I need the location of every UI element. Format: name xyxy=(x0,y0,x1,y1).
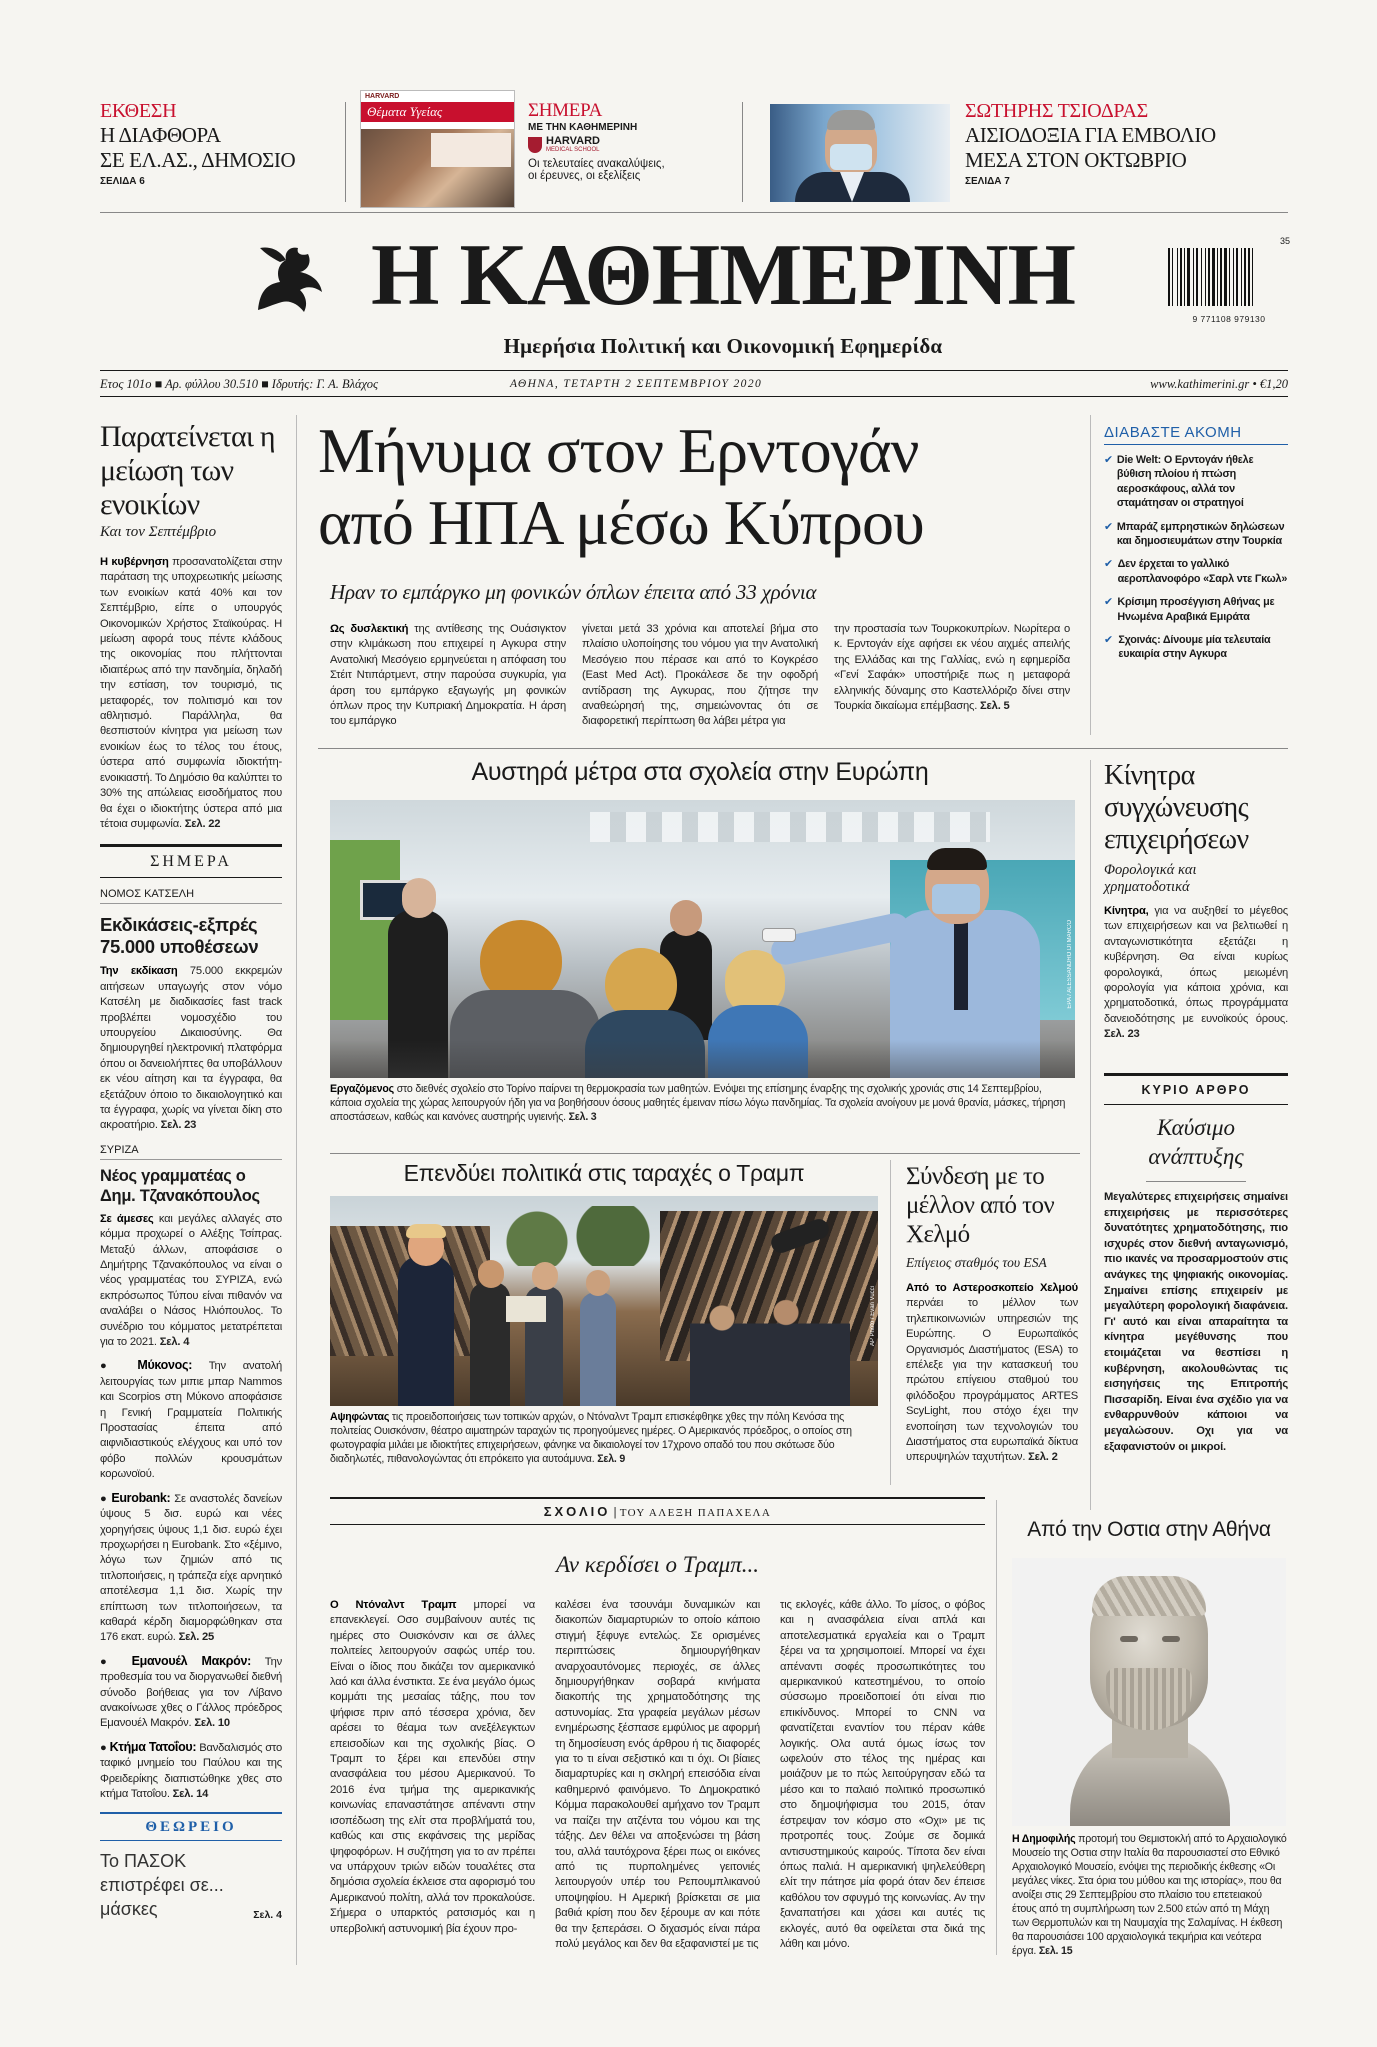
esa-story xyxy=(906,1162,1078,1466)
bullet-icon: ● xyxy=(100,1741,107,1754)
barcode-bar xyxy=(1205,248,1206,306)
rule xyxy=(100,396,1288,397)
barcode-bar xyxy=(1229,248,1230,306)
checkmark-icon: ✔ xyxy=(1104,558,1113,571)
barcode-bar xyxy=(1233,248,1234,306)
trees xyxy=(480,1206,670,1266)
ostia-photo[interactable] xyxy=(1012,1558,1286,1826)
esa-sub: Επίγειος σταθμός του ESA xyxy=(906,1255,1047,1270)
bullet-icon: ● xyxy=(100,1655,118,1668)
issue-info: Ετος 101ο ■ Αρ. φύλλου 30.510 ■ Ιδρυτής: Γ. Α. Βλάχος xyxy=(100,377,379,391)
kinitra-title[interactable]: Κίνητρα συγχώνευσης επιχειρήσεων xyxy=(1104,760,1249,855)
comment-header: ΣΧΟΛΙΟ | ΤΟΥ ΑΛΕΞΗ ΠΑΠΑΧΕΛΑ xyxy=(543,1504,772,1519)
lead-title[interactable]: Παρατείνεται η μείωση των ενοικίων xyxy=(100,420,275,521)
barcode-bar xyxy=(1236,248,1238,306)
tsiodras-hair xyxy=(827,110,875,130)
issue-date: ΑΘΗΝΑ, ΤΕΤΑΡΤΗ 2 ΣΕΠΤΕΜΒΡΙΟΥ 2020 xyxy=(510,378,763,390)
person-2-head xyxy=(478,1260,504,1288)
brief-item[interactable]: ● Κτήμα Τατοΐου: Βανδαλισμός στο ταφικό μνημείο του Παύλου και της Φρειδερίκης διαπιστώθηκε χθες στο κτήμα Τατοΐου. Σελ. 14 xyxy=(100,1739,283,1800)
barcode-bar xyxy=(1172,248,1173,306)
person-man-left-head xyxy=(402,878,436,918)
person-officer-back-head xyxy=(670,900,702,936)
barcode-bar xyxy=(1180,248,1182,306)
main-deck: Ηραν το εμπάργκο μη φονικών όπλων έπειτα από 33 χρόνια xyxy=(330,580,817,604)
divider xyxy=(345,102,346,202)
rule xyxy=(100,212,1288,213)
barcode-number: 9 771108 979130 xyxy=(1192,314,1266,324)
bust-hair xyxy=(1092,1576,1206,1616)
barcode-bar xyxy=(1196,248,1198,306)
read-more-item[interactable]: ✔ Σχοινάς: Δίνουμε μία τελευταία ευκαιρία στην Αγκυρα xyxy=(1104,634,1271,661)
bullet-icon: ● xyxy=(100,1360,121,1373)
teaser-title: Η ΔΙΑΦΘΟΡΑ xyxy=(100,123,221,147)
main-col-1: Ως δυσλεκτική της αντίθεσης της Ουάσιγκτον στην κλιμάκωση που επιχειρεί η Αγκυρα στην Ανατολική Μεσόγειο ερμηνεύεται η απόφαση του Στέιτ Ντιπάρτμεντ, στην παρούσα συγκυρία, για άρση του εμπάργκο εξαγωγής μη φονικών όπλων προς την Κυπριακή Δημοκρατία. Η άρση του εμπάργκο xyxy=(330,623,566,728)
floor xyxy=(330,1040,1075,1078)
tsiodras-photo[interactable] xyxy=(770,104,950,202)
read-more-header: ΔΙΑΒΑΣΤΕ ΑΚΟΜΗ xyxy=(1104,424,1288,445)
teaser-harvard[interactable] xyxy=(528,100,728,182)
comment-col-3: τις εκλογές, κάθε άλλο. Το μίσος, ο φόβος και η ανασφάλεια είναι απλά και αποτελεσματικά εργαλεία και ο Τραμπ ξέρει να τα χρησιμοποιεί. Μπορεί να έχει απέναντι σοφές προσωπικότητες του αμερικανικού κατεστημένου, το οποίο σύσσωμο προειδοποιεί ότι είναι πιο επικίνδυνος. Μπορεί το CNN να φανατίζεται εναντίον του πέραν κάθε λογικής. Ολα αυτά όμως ίσως τον ωφελούν στο τέλος της ημέρας και μοιάζουν με το πώς λειτούργησαν εδώ τα μέσο και το παλαιό πολιτικό προσωπικό στο δημοψήφισμα του 2015, όταν έστρεψαν τον κόσμο στο «Οχι» με τις προτροπές τους. Ζούμε σε δομικά αντισυστημικούς καιρούς. Τίποτα δεν είναι όπως παλιά. Η αμερικανική ψηλελεύθερη ελίτ την πάτησε μία φορά όταν δεν έπεισε καθόλου τον σφυγμό της κοινωνίας. Αν την ξαναπατήσει και χάσει και αυτές τις εκλογές, αυτό θα οφείλεται στα δικά της λάθη και μόνο. xyxy=(780,1599,985,1950)
teaser-line: Οι τελευταίες ανακαλύψεις, xyxy=(528,158,665,170)
teaser-page: ΣΕΛΙΔΑ 6 xyxy=(100,176,145,187)
schools-headline[interactable]: Αυστηρά μέτρα στα σχολεία στην Ευρώπη xyxy=(471,758,929,786)
read-more-list xyxy=(1104,453,1288,662)
lead-sub: Και τον Σεπτέμβριο xyxy=(100,524,217,540)
theorio-text[interactable]: Το ΠΑΣΟΚ επιστρέφει σε... μάσκες xyxy=(100,1851,224,1920)
bust-eye-left xyxy=(1120,1636,1138,1642)
teaser-title: ΜΕΣΑ ΣΤΟΝ ΟΚΤΩΒΡΙΟ xyxy=(965,148,1187,172)
kinitra-body: Κίνητρα, για να αυξηθεί το μέγεθος των επιχειρήσεων και να βελτιωθεί η ανταγωνιστικότητα εξετάζει η κυβέρνηση. Θα είναι κυρίως φορολογικά, όπως μειωμένη φορολογία για κάποια χρόνια, και χρηματοδοτικά, όπως προγράμματα δανειοδότησης με ευνοϊκούς όρους. Σελ. 23 xyxy=(1104,905,1288,1041)
kinitra-story xyxy=(1104,760,1288,1043)
barcode-bar xyxy=(1224,248,1227,306)
website-price: www.kathimerini.gr • €1,20 xyxy=(1150,377,1288,391)
brand-name: HARVARD xyxy=(546,135,600,147)
esa-body: Από το Αστεροσκοπείο Χελμού περνάει το μέλλον των τηλεπικοινωνιών υπηρεσιών της Ευρώπης. Ο Ευρωπαϊκός Οργανισμός Διαστήματος (ESA) το επέλεξε για την κατασκευή του πρώτου επίγειου σταθμού του φιλόδοξου προγράμματος ARTES ScyLight, που στόχο έχει την ενοποίηση των τεχνολογιών του Διαστήματος στα ευρωπαϊκά δίκτυα υπερυψηλών ταχυτήτων. Σελ. 2 xyxy=(906,1282,1078,1464)
photo-credit: EPA / ALESSANDRO DI MARCO xyxy=(1067,920,1073,1009)
guard-mask xyxy=(932,884,980,914)
teaser-sub: ΜΕ ΤΗΝ ΚΑΘΗΜΕΡΙΝΗ xyxy=(528,122,638,133)
barcode-bar xyxy=(1252,248,1253,306)
barcode-bar xyxy=(1168,248,1170,306)
person-4 xyxy=(580,1292,616,1406)
thermometer xyxy=(762,928,796,942)
lead-body: Η κυβέρνηση προσανατολίζεται στην παράταση της υποχρεωτικής μείωσης των ενοικίων κατά 40% και τον Σεπτέμβριο, είπε ο υπουργός Οικονομικών Χρήστος Σταϊκούρας. Η μείωση αφορά τους πέντε κλάδους της οικονομίας που πλήττονται ιδιαιτέρως από την πανδημία, δηλαδή την εστίαση, τον τουρισμό, τις μεταφορές, τον πολιτισμό και τον αθλητισμό. Παράλληλα, θα θεσπιστούν κίνητρα για μείωση των ενοικίων έως το τέλος του έτους, ύστερα από συμφωνία ιδιοκτήτη-ενοικιαστή. Το Δημόσιο θα καλύπτει το 30% της απώλειας εισοδήματος που θα έχει ο ιδιοκτήτης ύστερα από μια τέτοια συμφωνία. Σελ. 22 xyxy=(100,556,282,830)
ostia-title[interactable]: Από την Οστια στην Αθήνα xyxy=(1027,1518,1271,1541)
barcode-bar xyxy=(1187,248,1190,306)
rule xyxy=(330,1153,1080,1154)
masthead-subtitle: Ημερήσια Πολιτική και Οικονομική Εφημερίδα xyxy=(503,334,943,358)
crowd-right xyxy=(690,1296,850,1406)
person-2 xyxy=(470,1282,510,1406)
rule xyxy=(330,1524,985,1525)
magazine-title: Θέματα Υγείας xyxy=(361,102,514,122)
barcode-bar xyxy=(1184,248,1185,306)
barcode-bars xyxy=(1168,248,1290,306)
column-divider xyxy=(890,1160,891,1485)
kinitra-sub: Φορολογικά και χρηματοδοτικά xyxy=(1104,862,1197,895)
magazine-panel xyxy=(431,133,511,167)
magazine-cover[interactable] xyxy=(360,90,515,208)
trump-headline[interactable]: Επενδύει πολιτικά στις ταραχές ο Τραμπ xyxy=(403,1160,805,1186)
simera-header: ΣΗΜΕΡΑ xyxy=(100,844,282,878)
guard-hair xyxy=(927,848,987,870)
read-more-box xyxy=(1104,424,1288,671)
editorial-box xyxy=(1104,1073,1288,1455)
barcode-bar xyxy=(1241,248,1242,306)
photo-credit: AP Photo / Evan Vucci xyxy=(870,1286,876,1347)
column-divider xyxy=(1090,415,1091,735)
teaser-title: ΑΙΣΙΟΔΟΞΙΑ ΓΙΑ ΕΜΒΟΛΙΟ xyxy=(965,123,1216,147)
tsiodras-mask xyxy=(830,144,872,170)
checkmark-icon: ✔ xyxy=(1104,596,1113,609)
checkmark-icon: ✔ xyxy=(1104,634,1113,647)
griffin-logo-icon xyxy=(250,240,330,316)
barcode-bar xyxy=(1212,248,1215,306)
briefs-list xyxy=(100,1358,282,1802)
main-col-2: γίνεται μετά 33 χρόνια και αποτελεί βήμα στο πλαίσιο υλοποίησης του νόμου για την Ανατολική Μεσόγειο που πέρασε και από το Κογκρέσο (East Med Act). Προκάλεσε δε την οφοδρή αντίδραση της Αγκυρας, που ζήτησε την αναθεώρησή της, σημειώνοντας ότι σε διαφορετική περίπτωση θα λάβει μέτρα για xyxy=(582,623,818,728)
barcode-bar xyxy=(1177,248,1178,306)
esa-title[interactable]: Σύνδεση με το μέλλον από τον Χελμό xyxy=(906,1163,1055,1248)
ostia-caption: Η Δημοφιλής προτομή του Θεμιστοκλή από το Αρχαιολογικό Μουσείο της Οστια στην Ιταλία θα παρουσιαστεί στο Εθνικό Αρχαιολογικό Μουσείο, ενόψει της περιοδικής έκθεσης «Οι μεγάλες νίκες. Στα όρια του μύθου και της ιστορίας», που θα ανοίξει στις 29 Σεπτεμβρίου στο πλαίσιο του επετειακού έτους από τη συμπλήρωση των 2.500 ετών από τη Μάχη των Θερμοπυλών και τη Ναυμαχία της Σαλαμίνας. Η έκθεση θα παρουσιάσει 100 αρχαιολογικά τεκμήρια και νεότερα έργα. Σελ. 15 xyxy=(1012,1833,1287,1957)
comment-title[interactable]: Αν κερδίσει ο Τραμπ... xyxy=(556,1552,759,1577)
rule xyxy=(318,748,1288,749)
main-headline[interactable]: Μήνυμα στον Ερντογάν από ΗΠΑ μέσω Κύπρου xyxy=(318,415,924,558)
rule xyxy=(330,1497,985,1499)
read-more-item[interactable]: ✔ Κρίσιμη προσέγγιση Αθήνας με Ηνωμένα Αραβικά Εμιράτα xyxy=(1104,596,1275,623)
story-title[interactable]: Νέος γραμματέας ο Δημ. Τζανακόπουλος xyxy=(100,1166,260,1205)
trump-photo[interactable] xyxy=(330,1196,878,1406)
editorial-header: ΚΥΡΙΟ ΑΡΘΡΟ xyxy=(1104,1073,1288,1105)
barcode-bar xyxy=(1244,248,1246,306)
schools-caption: Εργαζόμενος στο διεθνές σχολείο στο Τορίνο παίρνει τη θερμοκρασία των μαθητών. Ενόψει της επίσημης έναρξης της σχολικής χρονιάς στις 14 Σεπτεμβρίου, κάποια σχολεία της χώρας λειτουργούν ήδη για να βοηθήσουν όσους μαθητές έμειναν πίσω λόγω πανδημίας. Τα σχολεία ανοίγουν με μονά θρανία, μάσκες, τήρηση αποστάσεων, καθώς και κανόνες αυστηρής υγιεινής. Σελ. 3 xyxy=(330,1083,1066,1123)
read-more-item[interactable]: ✔ Μπαράζ εμπρηστικών δηλώσεων και δημοσιευμάτων στην Τουρκία xyxy=(1104,520,1285,548)
checkmark-icon: ✔ xyxy=(1104,454,1113,466)
sign xyxy=(506,1296,546,1322)
editorial-body: Μεγαλύτερες επιχειρήσεις σημαίνει επιχειρήσεις με περισσότερες δυνατότητες χρηματοδότησης, πιο ισχυρές στον διεθνή ανταγωνισμό, πιο ικανές να προσαρμοστούν στις ανάγκες της ψηφιακής οικονομίας. Σημαίνει επίσης επιχειρείν με μεγαλύτερη φορολογική διαφάνεια. Γι' αυτό και είναι απαραίτητα τα κίνητρα μεγέθυνσης που ετοιμάζεται να θεσπίσει η κυβέρνηση, ακολουθώντας τις εισηγήσεις της Επιτροπής Πισσαρίδη. Είναι ένα σχέδιο για να ενθαρρυνθούν κάποιοι να μεγαλώσουν. Οχι για να εξαφανιστούν οι μικροί. xyxy=(1104,1191,1288,1453)
teaser-ekthesi[interactable] xyxy=(100,100,340,187)
ceiling-lights xyxy=(590,812,990,842)
column-divider xyxy=(296,415,297,1965)
story-title[interactable]: Εκδικάσεις-εξπρές 75.000 υποθέσεων xyxy=(100,914,259,958)
magazine-header: HARVARD xyxy=(365,93,400,100)
barcode-bar xyxy=(1193,248,1194,306)
masthead-title: Η ΚΑΘΗΜΕΡΙΝΗ xyxy=(371,227,1075,324)
schools-photo[interactable] xyxy=(330,800,1075,1078)
person-3-head xyxy=(532,1262,558,1290)
guard-tie xyxy=(954,920,968,1010)
trump-figure xyxy=(398,1256,454,1406)
divider xyxy=(742,102,743,202)
barcode-bar xyxy=(1217,248,1218,306)
editorial-title[interactable]: Καύσιμο ανάπτυξης xyxy=(1148,1115,1244,1169)
trump-hair xyxy=(406,1224,446,1238)
person-4-head xyxy=(586,1270,610,1296)
barcode-bar xyxy=(1220,248,1222,306)
rule xyxy=(100,370,1288,371)
brand-sub: MEDICAL SCHOOL xyxy=(546,147,600,153)
barcode-bar xyxy=(1248,248,1250,306)
teaser-line: οι έρευνες, οι εξελίξεις xyxy=(528,170,641,182)
brief-item[interactable]: ● Eurobank: Σε αναστολές δανείων ύψους 5 δισ. ευρώ και νέες χορηγήσεις ύψους 1,1 δισ. ευρώ έχει προχωρήσει η Eurobank. Στο «ξέμινο, λόγω των ζημιών από τις τιτλοποιήσεις, η τράπεζα είχε αρνητικό αποτέλεσμα 1,1 δισ. Χωρίς την επίπτωση των τιτλοποιήσεων, τα καθαρά κέρδη διαμορφώθηκαν στα 176 εκατ. ευρώ. Σελ. 25 xyxy=(100,1490,282,1644)
brief-item[interactable]: ● Μύκονος: Την ανατολή λειτουργίας των μιπιε μπαρ Nammos και Scorpios στη Μύκονο αποφάσισε η Γενική Γραμματεία Πολιτικής Προστασίας έπειτα από αιφνιδιαστικούς ελέγχους και υπό τον φόβο πολλών κρουσμάτων κορωνοϊού. xyxy=(100,1358,282,1481)
teaser-kicker: ΣΗΜΕΡΑ xyxy=(528,100,603,121)
story-body: Την εκδίκαση 75.000 εκκρεμών αιτήσεων υπαγωγής στον νόμο Κατσέλη με διαδικασίες fast track προβλέπει νομοσχέδιο του υπουργείου Δικαιοσύνης. Θα δημιουργηθεί ηλεκτρονική πλατφόρμα όπου οι δανειολήπτες θα υποβάλλουν εκ νέου αίτηση και τα έγγραφα, θα εξετάζουν όποιο το δικαιολογητικό και τα έγγραφα, χωρίς να γίνεται δίκη στο ακροατήριο. Σελ. 23 xyxy=(100,965,282,1132)
teaser-kicker: ΕΚΘΕΣΗ xyxy=(100,100,177,122)
read-more-item[interactable]: ✔ Δεν έρχεται το γαλλικό αεροπλανοφόρο «Σαρλ ντε Γκωλ» xyxy=(1104,558,1288,585)
left-column xyxy=(100,420,282,1921)
main-col-3: την προστασία των Τουρκοκυπρίων. Νωρίτερα ο κ. Ερντογάν είχε αφήσει εκ νέου αιχμές απειλής της Ελλάδας και της Γαλλίας, ενώ η εφημερίδα «Γενί Σαφάκ» υποστήριξε πως η μεταφορά ελληνικής δύναμης στο Καστελλόριζο δίνει στην Τουρκία δικαίωμα επέμβασης. Σελ. 5 xyxy=(834,623,1070,713)
column-divider xyxy=(1090,760,1091,1510)
section-kicker: ΝΟΜΟΣ ΚΑΤΣΕΛΗ xyxy=(100,888,282,904)
teaser-tsiodras[interactable] xyxy=(965,100,1265,187)
theorio-ref: Σελ. 4 xyxy=(253,1909,282,1922)
brief-item[interactable]: ● Εμανουέλ Μακρόν: Την προθεσμία του να διοργανωθεί διεθνή σύνοδο βοήθειας για τον Λίβανο ανακοίνωσε χθες ο Γάλλος πρόεδρος Εμανουέλ Μακρόν. Σελ. 10 xyxy=(100,1653,282,1730)
story-body: Σε άμεσες και μεγάλες αλλαγές στο κόμμα προχωρεί ο Αλέξης Τσίπρας. Μεταξύ άλλων, αποφάσισε ο Δημήτρης Τζανακόπουλος να είναι ο νέος γραμματέας του ΣΥΡΙΖΑ, ενώ εκπρόσωπος Τύπου είναι πιθανόν να αναλάβει ο Νάσος Ηλιόπουλος. Το συνέδριο του κόμματος μετατρέπεται για το 2021. Σελ. 4 xyxy=(100,1212,282,1349)
teaser-title: ΣΕ ΕΛ.ΑΣ., ΔΗΜΟΣΙΟ xyxy=(100,148,296,172)
comment-col-2: καλέσει ένα τσουνάμι δυναμικών και διακοπών διαμαρτυριών το οποίο κάποιο στιγμή ξέφυγε εντελώς. Σε ορισμένες περιπτώσεις δημιουργήθηκαν αναρχοαυτόνομες περιοχές, σε άλλες δημιουργήθηκαν σοβαρά κινήματα διακοπής της χρηματοδότησης της αστυνομίας. Στα γραφεία μεγάλων μέσων ενημέρωσης ξέσπασε εμφύλιος με αφορμή τη δημοσίευση ενός άρθρου ή τις διαφορές για το τι είναι σεξιστικό και τι όχι. Οι βίαιες διαμαρτυρίες και η σκληρή επεισόδια είναι καθημερινό φαινόμενο. Το Δημοκρατικό Κόμμα παρακολουθεί αμήχανο τον Τραμπ να παίζει την ατζέντα του νόμου και της τάξης. Δεν θέλει να αποξενώσει τη βάση του, αλλά ταυτόχρονα ξέρει πως οι εικόνες από τις πυρπολημένες γειτονιές λειτουργούν υπέρ του Ρεπουμπλικανού υποψηφίου. Η Αμερική βρίσκεται σε μια βαθιά κρίση που δεν ξέρουμε αν και πότε θα την ξεπεράσει. Ο διχασμός είναι πάρα πολύ μεγάλος και δεν θα εξαφανιστεί με τις xyxy=(555,1599,760,1950)
checkmark-icon: ✔ xyxy=(1104,520,1113,533)
barcode xyxy=(1168,236,1290,324)
comment-col-1: Ο Ντόναλντ Τραμπ μπορεί να επανεκλεγεί. Οσο συμβαίνουν αυτές τις ημέρες στο Ουισκόνσιν και σε άλλες πολιτείες λειτουργούν σαφώς υπέρ του. Είναι ο ίδιος που δικάζει τον αμερικανικό λαό και άλλα ένστικτα. Σε ένα μεγάλο όμως κομμάτι της μεσαίας τάξης, που τον ψήφισε πριν από τέσσερα χρόνια, δεν αρέσει το θέαμα των ανεξέλεγκτων επεισοδίων και της σχολικής βίας. Ο Τραμπ το ξέρει και επενδύει στην ανασφάλεια του μέσου Αμερικανού. Το 2016 ένα τμήμα της αμερικανικής κοινωνίας επαναστάτησε απέναντι στην ισοπέδωση της ελίτ στα προβλήματά του, καθώς και στις εκφάνσεις της μερίδας ψηφοφόρων. Η συζήτηση για το αν πρέπει να υπάρχουν τριών ειδών τουαλέτες στα δημόσια σχολεία έκλεισε στα αφορισμό του Αμερικανού πολίτη, αλλά τον προκαλούσε. Σήμερα ο υπαρκτός ρατσισμός και η υπερβολική αστυνομική βία έχουν προ- xyxy=(330,1599,535,1935)
harvard-shield-icon xyxy=(528,137,542,153)
trump-caption: Αψηφώντας τις προειδοποιήσεις των τοπικών αρχών, ο Ντόναλντ Τραμπ επισκέφθηκε χθες την πόλη Κενόσα της πολιτείας Ουισκόνσιν, θέατρο αιματηρών ταραχών τις προηγούμενες ημέρες. Ο Αμερικανός πρόεδρος, ο οποίος στη φωτογραφία μιλάει με ιδιοκτήτες επιχειρήσεων, φάνηκε να δικαιολογεί τον 17χρονο οπαδό του που σκότωσε δύο διαδηλωτές, πιθανολογώντας ότι επρόκειτο για αυτοάμυνα. Σελ. 9 xyxy=(330,1411,852,1465)
read-more-item[interactable]: ✔ Die Welt: Ο Ερντογάν ήθελε βύθιση πλοίου ή πτώση αεροσκάφους, αλλά τον σταμάτησαν οι στρατηγοί xyxy=(1104,454,1254,510)
barcode-bar xyxy=(1201,248,1202,306)
teaser-page: ΣΕΛΙΔΑ 7 xyxy=(965,176,1010,187)
editorial-rule xyxy=(1146,1181,1246,1182)
section-kicker: ΣΥΡΙΖΑ xyxy=(100,1144,282,1160)
bullet-icon: ● xyxy=(100,1492,108,1505)
bust-eye-right xyxy=(1162,1636,1180,1642)
teaser-kicker: ΣΩΤΗΡΗΣ ΤΣΙΟΔΡΑΣ xyxy=(965,100,1148,122)
theorio-header: ΘΕΩΡΕΙΟ xyxy=(100,1812,282,1841)
barcode-issue: 35 xyxy=(1279,236,1290,246)
barcode-bar xyxy=(1208,248,1210,306)
column-divider xyxy=(996,1500,997,1955)
